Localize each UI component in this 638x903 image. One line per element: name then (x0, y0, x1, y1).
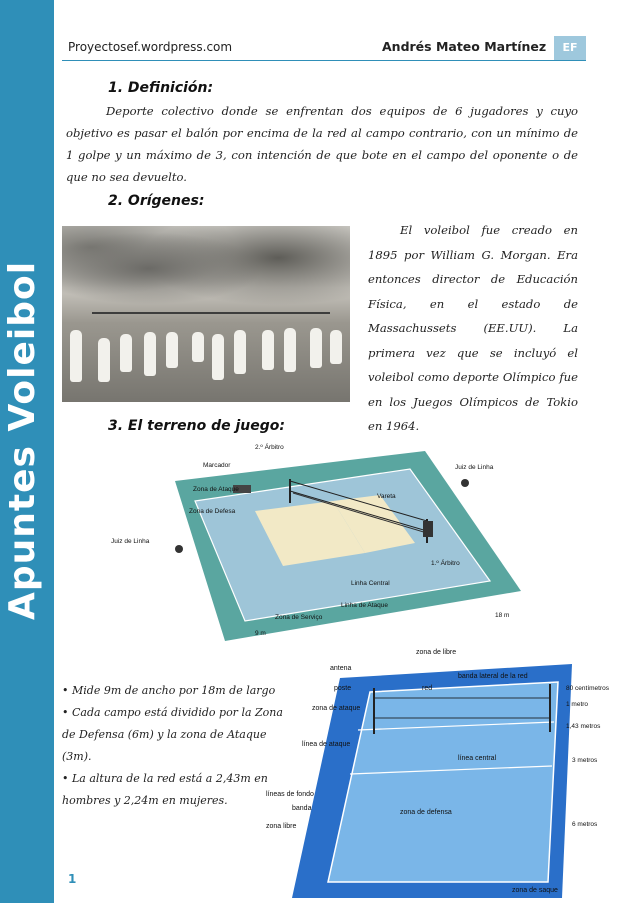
label-3m: 3 metros (572, 757, 598, 764)
sidebar-title (2, 260, 52, 670)
sidebar-title-text: Apuntes Voleibol (2, 260, 43, 620)
label-banda: banda (292, 805, 312, 812)
label-antena: antena (330, 665, 352, 672)
heading-definicion: 1. Definición: (108, 80, 214, 96)
label-linea-central: línea central (458, 755, 497, 762)
label-zona-ataque: Zona de Ataque (193, 486, 239, 493)
court-3d-diagram (105, 441, 521, 641)
label-lineas-fondo: líneas de fondo (266, 791, 314, 798)
label-linha-ataque: Linha de Ataque (341, 602, 388, 609)
label-red: red (422, 685, 433, 692)
label-zona-saque: zona de saque (512, 887, 558, 894)
label-linha-central: Linha Central (351, 580, 390, 587)
page-header (62, 36, 586, 61)
label-zona-servico: Zona de Serviço (275, 614, 323, 621)
sidebar-band (0, 0, 54, 903)
heading-origenes: 2. Orígenes: (108, 193, 205, 209)
label-143m: 1,43 metros (566, 723, 601, 730)
list-item: • La altura de la red está a 2,43m en hombres y 2,24m en mujeres. (62, 772, 268, 807)
referee-stand (423, 521, 433, 537)
label-juiz-left: Juiz de Linha (111, 538, 150, 545)
label-zona-defensa: zona de defensa (400, 809, 452, 816)
label-second-ref: 2.º Árbitro (255, 444, 284, 451)
line-judge-left (175, 545, 183, 553)
label-zona-defesa: Zona de Defesa (189, 508, 236, 515)
line-judge-right (461, 479, 469, 487)
historic-volleyball-photo (62, 226, 350, 402)
text-definicion: Deporte colectivo donde se enfrentan dos equipos de 6 jugadores y cuyo objetivo es pasar el balón por encima de la red al campo contrario, con un mínimo de 1 golpe y un máximo de 3, con intención de que bote en el campo del oponente o de que no sea devuelto. (66, 104, 578, 184)
label-zona-ataque-2: zona de ataque (312, 705, 361, 712)
label-first-ref: 1.º Árbitro (431, 560, 460, 567)
heading-terreno: 3. El terreno de juego: (108, 418, 286, 434)
label-length: 18 m (495, 612, 510, 619)
label-width: 9 m (255, 630, 266, 637)
label-marcador: Marcador (203, 462, 231, 469)
label-1m: 1 metro (566, 701, 589, 708)
label-zona-libre-top: zona de libre (416, 649, 457, 656)
subject-badge: EF (554, 36, 586, 60)
label-juiz-top: Juiz de Linha (455, 464, 494, 471)
court-measurements-diagram (262, 648, 614, 900)
author-name: Andrés Mateo Martínez (382, 39, 547, 54)
label-banda-lateral: banda lateral de la red (458, 673, 528, 680)
label-lineas-ataque: línea de ataque (302, 741, 351, 748)
label-vareta: Vareta (377, 493, 396, 500)
list-item: • Mide 9m de ancho por 18m de largo (62, 684, 276, 697)
label-6m: 6 metros (572, 821, 598, 828)
page-number: 1 (68, 872, 77, 886)
court-facts-list (62, 680, 287, 812)
text-origenes: El voleibol fue creado en 1895 por William G. Morgan. Era entonces director de Educación Física, en el estado de Massachussets (EE.UU). La primera vez que se incluyó el voleibol como deporte Olímpico fue en los Juegos Olímpicos de Tokio en 1964. (368, 223, 578, 433)
label-poste: poste (334, 685, 352, 692)
label-zona-libre: zona libre (266, 823, 297, 830)
site-url[interactable]: Proyectosef.wordpress.com (68, 40, 233, 54)
list-item: • Cada campo está dividido por la Zona de Defensa (6m) y la zona de Ataque (3m). (62, 706, 283, 763)
label-80cm: 80 centímetros (566, 685, 609, 692)
